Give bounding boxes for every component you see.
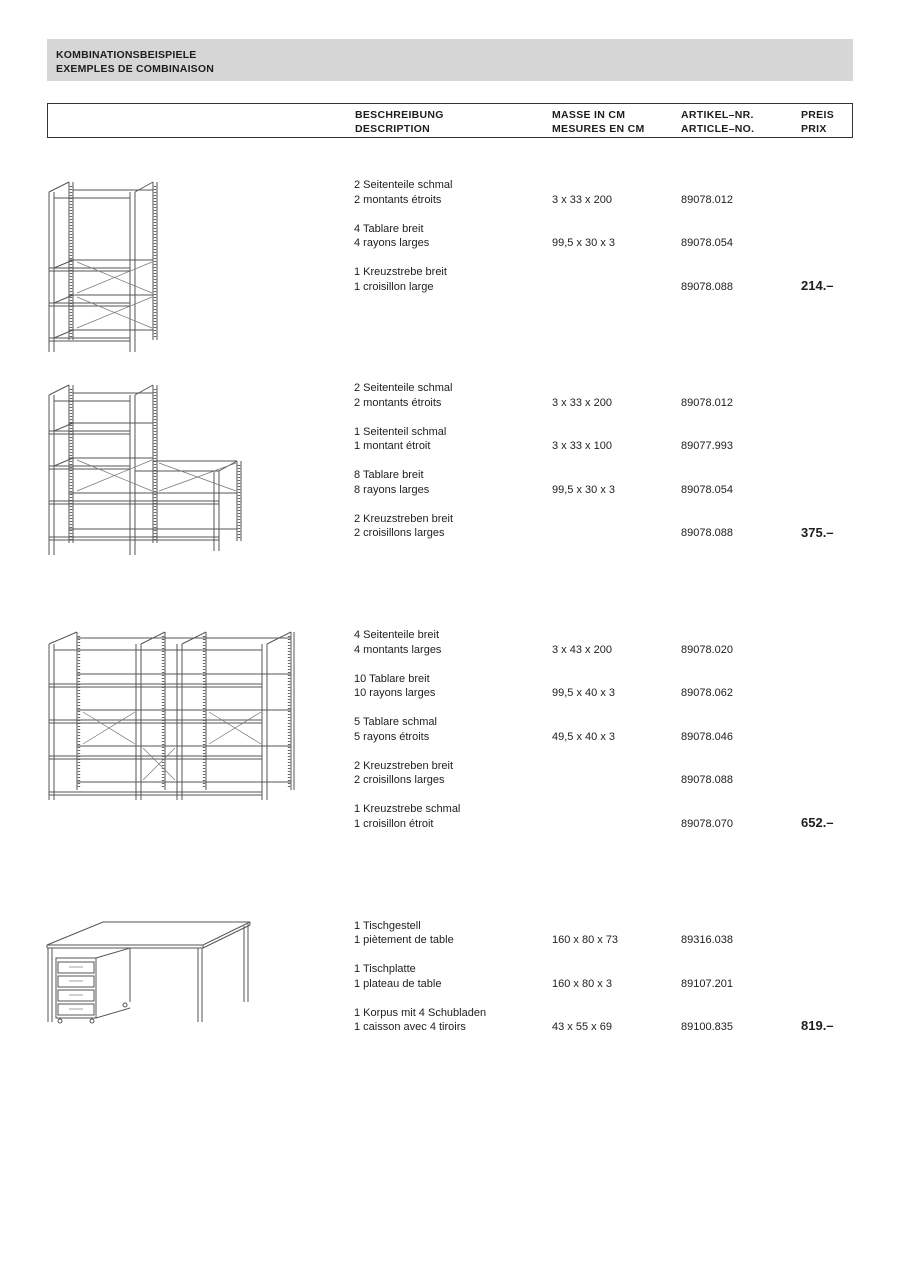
item-1-2-dimensions: 99,5 x 30 x 3 [552,237,615,249]
item-3-2-de: 10 Tablare breit [354,672,430,685]
item-3-5-de: 1 Kreuzstrebe schmal [354,803,461,815]
item-4-1-dimensions: 160 x 80 x 73 [552,934,619,946]
dimensions-header-fr: MESURES EN CM [552,123,645,135]
item-4-3-fr: 1 caisson avec 4 tiroirs [354,1021,466,1033]
item-4-1-de: 1 Tischgestell [354,919,421,932]
item-3-4-de: 2 Kreuzstreben breit [354,759,454,772]
item-1-3-de: 1 Kreuzstrebe breit [354,266,447,278]
item-3-1-dimensions: 3 x 43 x 200 [552,643,612,656]
item-3-1-de: 4 Seitenteile breit [354,629,439,641]
item-1-1-fr: 2 montants étroits [354,193,442,206]
item-3-1-description [354,628,441,657]
section-title-de: KOMBINATIONSBEISPIELE [56,49,197,61]
dimensions-header-de: MASSE IN CM [552,109,626,121]
item-2-2-fr: 1 montant étroit [354,440,431,452]
item-2-2-description [354,425,446,454]
item-2-4-de: 2 Kreuzstreben breit [354,512,454,525]
item-4-3-article: 89100.835 [681,1021,733,1033]
item-3-4-article: 89078.088 [681,774,733,786]
item-3-1-fr: 4 montants larges [354,643,442,656]
column-header-dimensions [552,108,645,136]
item-2-4-article: 89078.088 [681,527,733,539]
item-2-1-dimensions: 3 x 33 x 200 [552,396,612,409]
item-2-2-de: 1 Seitenteil schmal [354,425,447,438]
desk-illustration [45,920,255,1025]
combination-4-price: 819.– [801,1018,834,1033]
item-3-3-fr: 5 rayons étroits [354,730,430,743]
item-3-5-article: 89078.070 [681,817,733,830]
column-header-box [47,103,853,138]
item-1-1-article: 89078.012 [681,193,733,206]
item-4-1-article: 89316.038 [681,934,733,946]
item-1-2-fr: 4 rayons larges [354,237,430,249]
item-2-2-dimensions: 3 x 33 x 100 [552,440,612,452]
item-3-5-fr: 1 croisillon étroit [354,817,434,830]
column-header-description [355,108,444,136]
section-title-bar [47,39,853,81]
price-header-fr: PRIX [801,123,827,135]
shelf-illustration-1 [47,180,162,355]
item-3-1-article: 89078.020 [681,643,733,656]
item-1-2-de: 4 Tablare breit [354,222,424,235]
item-4-2-article: 89107.201 [681,977,733,990]
item-3-3-dimensions: 49,5 x 40 x 3 [552,730,615,743]
item-3-2-dimensions: 99,5 x 40 x 3 [552,687,615,699]
description-header-fr: DESCRIPTION [355,123,431,135]
item-3-3-de: 5 Tablare schmal [354,716,437,728]
item-1-2-description [354,222,429,251]
item-2-1-fr: 2 montants étroits [354,396,442,409]
description-header-de: BESCHREIBUNG [355,109,444,121]
item-2-3-de: 8 Tablare breit [354,469,424,481]
item-2-3-fr: 8 rayons larges [354,483,430,496]
item-4-2-dimensions: 160 x 80 x 3 [552,977,612,990]
item-4-2-fr: 1 plateau de table [354,977,442,990]
item-3-3-article: 89078.046 [681,730,733,743]
item-4-2-description [354,962,441,991]
item-2-3-article: 89078.054 [681,483,733,496]
item-3-2-fr: 10 rayons larges [354,687,436,699]
article-header-de: ARTIKEL–NR. [681,109,754,121]
item-4-1-fr: 1 piètement de table [354,934,454,946]
item-2-2-article: 89077.993 [681,440,733,452]
item-4-3-de: 1 Korpus mit 4 Schubladen [354,1006,487,1019]
combination-3-price: 652.– [801,815,834,830]
item-4-2-de: 1 Tischplatte [354,963,416,975]
item-1-1-dimensions: 3 x 33 x 200 [552,193,612,206]
item-1-1-de: 2 Seitenteile schmal [354,179,453,191]
item-2-3-description [354,468,429,497]
item-1-3-article: 89078.088 [681,280,733,293]
item-2-1-article: 89078.012 [681,396,733,409]
item-3-4-fr: 2 croisillons larges [354,774,445,786]
item-4-3-dimensions: 43 x 55 x 69 [552,1021,612,1033]
item-3-2-description [354,672,435,701]
item-3-4-description [354,759,453,788]
shelf-illustration-2 [47,383,247,558]
item-2-4-description [354,512,453,541]
item-3-5-description [354,802,460,831]
item-1-1-description [354,178,452,207]
item-4-3-description [354,1006,486,1035]
item-1-3-fr: 1 croisillon large [354,280,434,293]
section-title-fr: EXEMPLES DE COMBINAISON [56,63,215,75]
shelf-illustration-3 [47,630,297,805]
combination-2-price: 375.– [801,525,834,540]
item-2-4-fr: 2 croisillons larges [354,527,445,539]
item-2-1-de: 2 Seitenteile schmal [354,382,453,394]
item-3-2-article: 89078.062 [681,687,733,699]
item-2-3-dimensions: 99,5 x 30 x 3 [552,483,615,496]
price-header-de: PREIS [801,109,835,121]
column-header-price [801,108,834,136]
item-1-2-article: 89078.054 [681,237,733,249]
column-header-article [681,108,754,136]
item-3-3-description [354,715,437,744]
article-header-fr: ARTICLE–NO. [681,123,755,135]
item-4-1-description [354,919,454,948]
combination-1-price: 214.– [801,278,834,293]
item-2-1-description [354,381,452,410]
item-1-3-description [354,265,447,294]
